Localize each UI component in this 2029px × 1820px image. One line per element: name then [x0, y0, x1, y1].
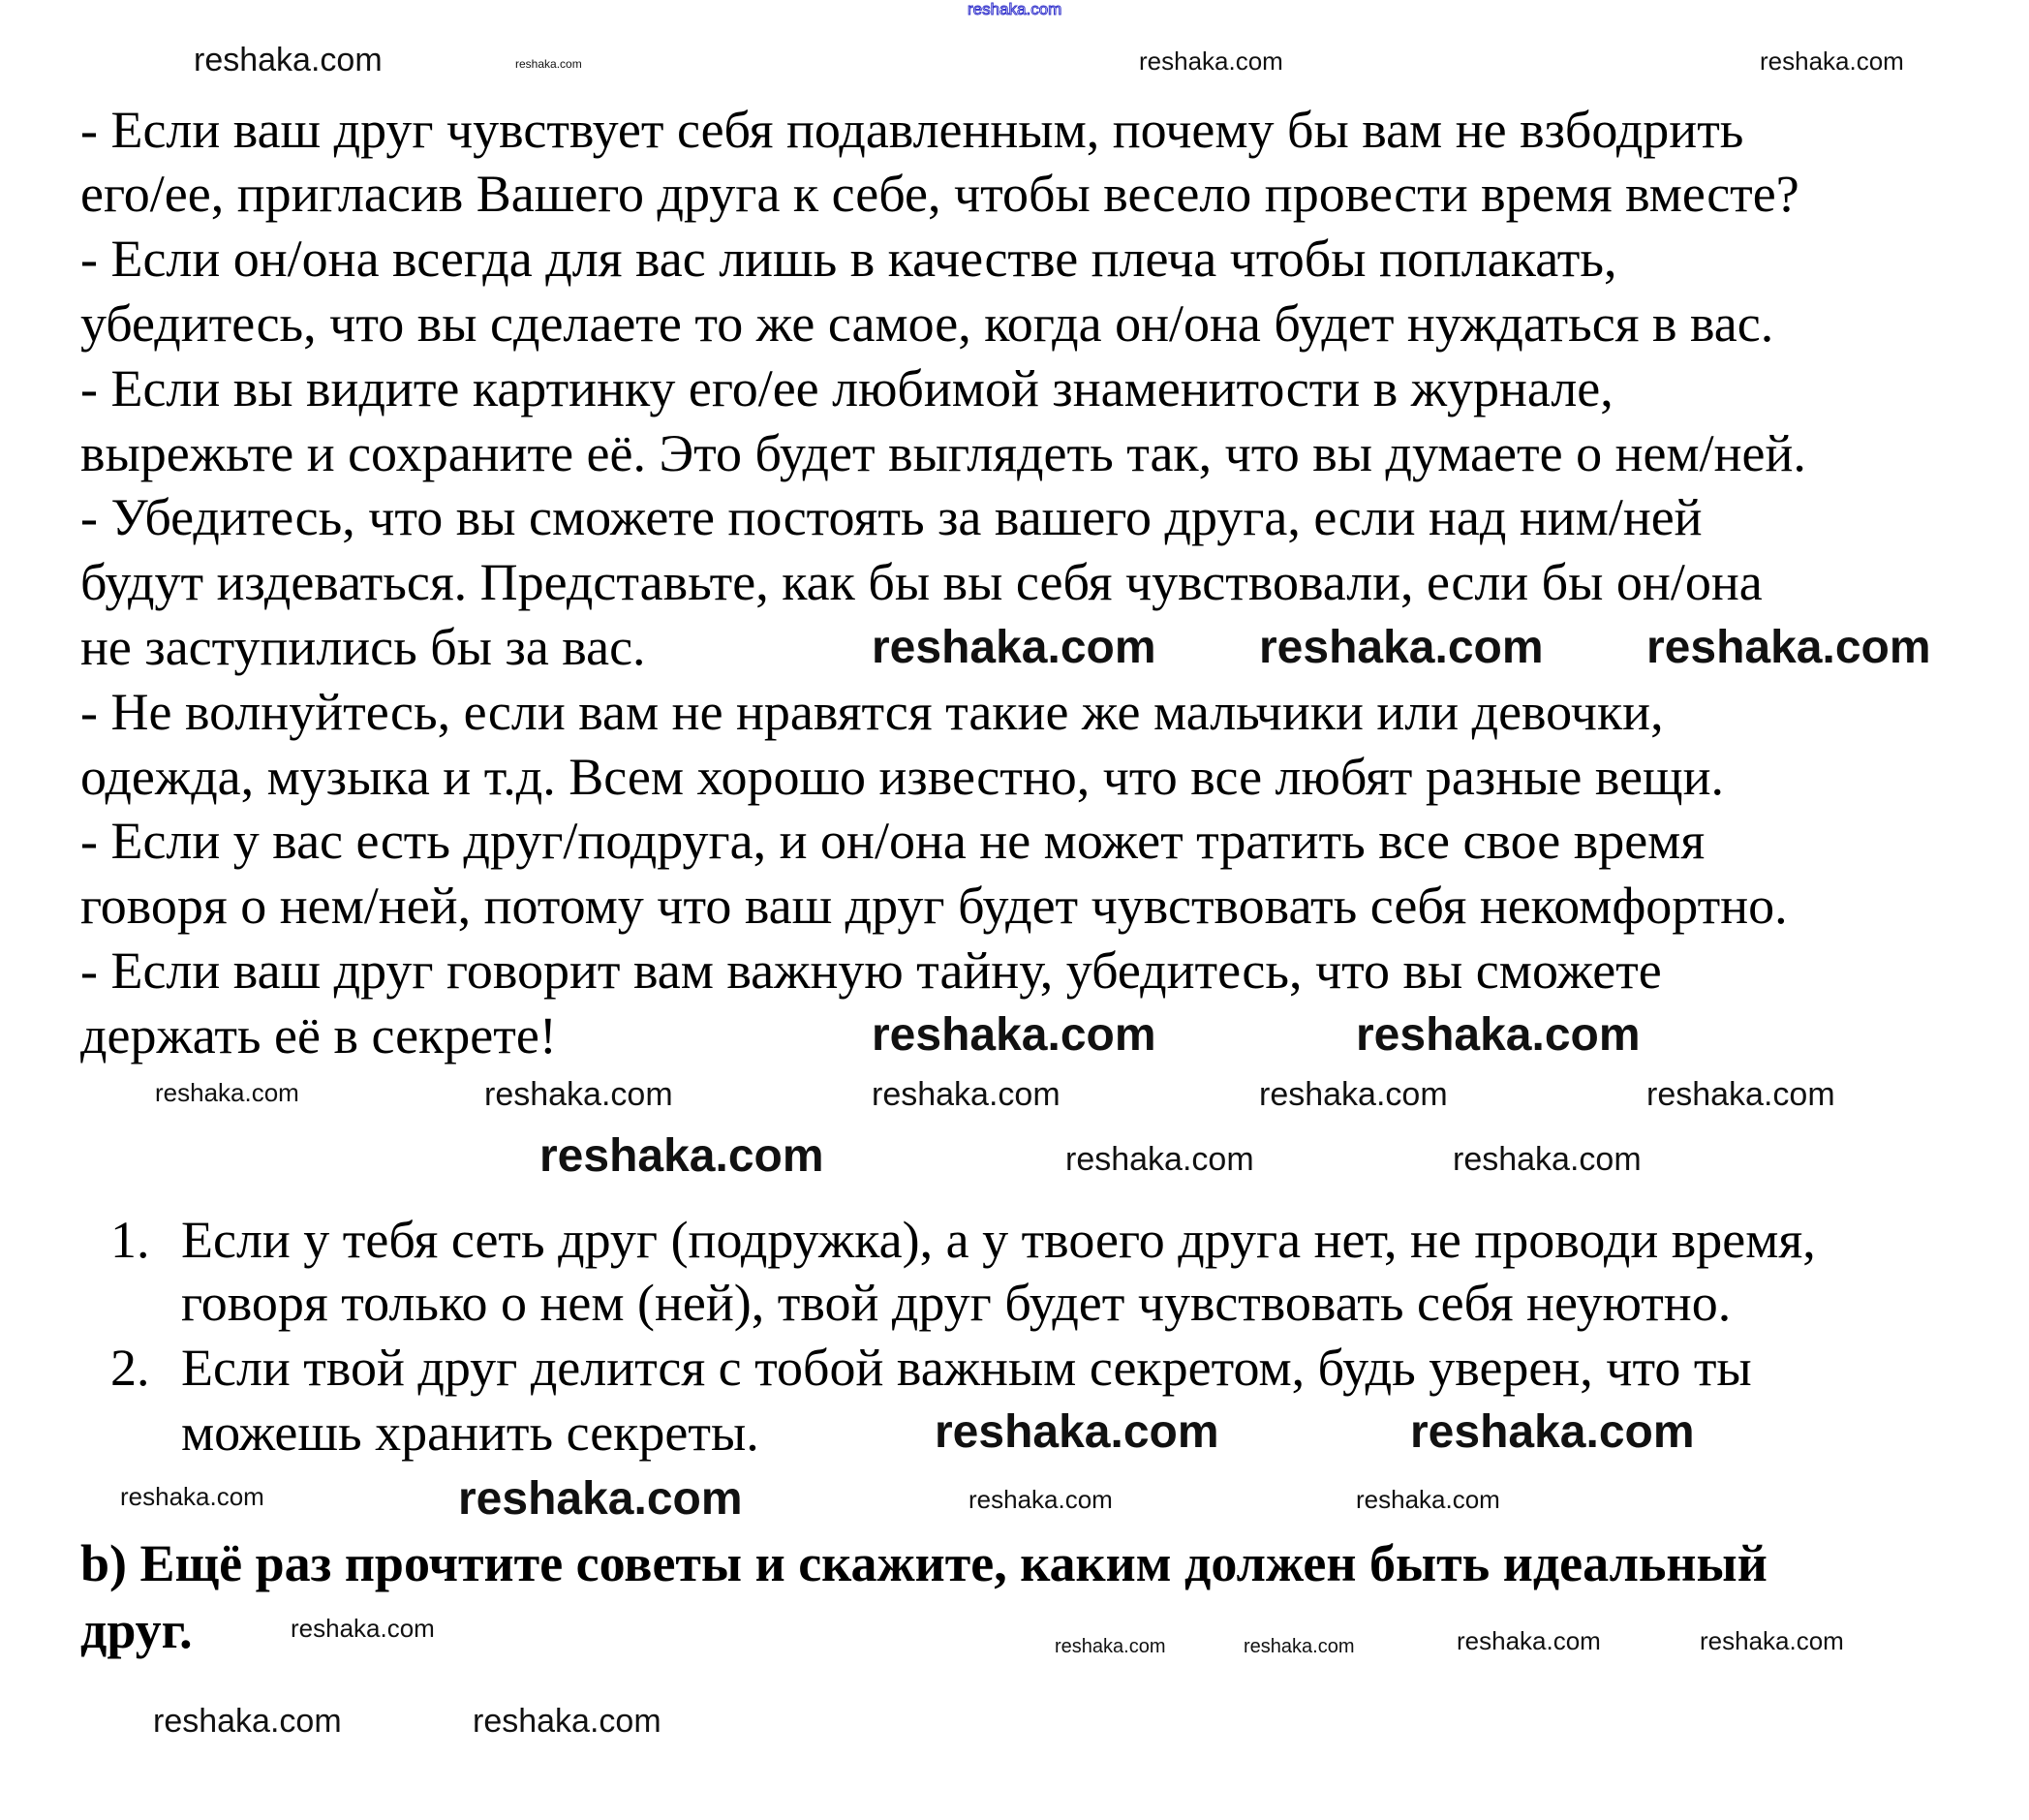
tip-line: - Если ваш друг чувствует себя подавленным, почему бы вам не взбодрить — [80, 101, 1744, 159]
tip-line: говоря о нем/ней, потому что ваш друг будет чувствовать себя некомфортно. — [80, 877, 1788, 935]
tip-line: не заступились бы за вас. — [80, 618, 646, 676]
watermark: reshaka.com — [539, 1130, 824, 1182]
watermark: reshaka.com — [1065, 1141, 1254, 1178]
tip-line: вырежьте и сохраните её. Это будет выглядеть так, что вы думаете о нем/ней. — [80, 424, 1806, 482]
tip-line: - Если вы видите картинку его/ее любимой знаменитости в журнале, — [80, 359, 1614, 417]
watermark: reshaka.com — [1457, 1626, 1601, 1655]
watermark: reshaka.com — [872, 1009, 1156, 1061]
watermark: reshaka.com — [1760, 46, 1904, 76]
watermark: reshaka.com — [1646, 622, 1931, 673]
tip-line: - Если ваш друг говорит вам важную тайну, убедитесь, что вы сможете — [80, 941, 1662, 1000]
watermark: reshaka.com — [1410, 1406, 1695, 1458]
watermark: reshaka.com — [935, 1406, 1219, 1458]
tip-line: убедитесь, что вы сделаете то же самое, когда он/она будет нуждаться в вас. — [80, 294, 1774, 353]
watermark: reshaka.com — [968, 0, 1062, 18]
tip-line: - Если он/она всегда для вас лишь в качестве плеча чтобы поплакать, — [80, 230, 1617, 288]
tip-line: его/ее, пригласив Вашего друга к себе, чтобы весело провести время вместе? — [80, 165, 1799, 223]
watermark: reshaka.com — [1356, 1009, 1641, 1061]
list-number: 1. — [110, 1211, 150, 1269]
watermark: reshaka.com — [872, 1076, 1061, 1113]
watermark: reshaka.com — [1259, 622, 1544, 673]
watermark: reshaka.com — [968, 1485, 1113, 1514]
watermark: reshaka.com — [515, 57, 582, 71]
tip-line: будут издеваться. Представьте, как бы вы себя чувствовали, если бы он/она — [80, 553, 1763, 611]
task-b-heading: друг. — [80, 1601, 193, 1659]
tip-line: - Если у вас есть друг/подруга, и он/она не может тратить все свое время — [80, 812, 1706, 870]
watermark: reshaka.com — [1259, 1076, 1448, 1113]
list-item-line: Если у тебя сеть друг (подружка), а у твоего друга нет, не проводи время, — [181, 1211, 1816, 1269]
tip-line: - Не волнуйтесь, если вам не нравятся такие же мальчики или девочки, — [80, 683, 1664, 741]
watermark: reshaka.com — [458, 1473, 743, 1525]
watermark: reshaka.com — [872, 622, 1156, 673]
watermark: reshaka.com — [1700, 1626, 1844, 1655]
list-item-line: Если твой друг делится с тобой важным секретом, будь уверен, что ты — [181, 1339, 1752, 1397]
watermark: reshaka.com — [194, 42, 383, 78]
tip-line: - Убедитесь, что вы сможете постоять за вашего друга, если над ним/ней — [80, 488, 1703, 546]
task-b-heading: b) Ещё раз прочтите советы и скажите, каким должен быть идеальный — [80, 1534, 1768, 1592]
tip-line: держать её в секрете! — [80, 1006, 557, 1064]
watermark: reshaka.com — [153, 1703, 342, 1740]
watermark: reshaka.com — [1139, 46, 1283, 76]
watermark: reshaka.com — [1646, 1076, 1835, 1113]
watermark: reshaka.com — [1453, 1141, 1642, 1178]
watermark: reshaka.com — [1356, 1485, 1500, 1514]
watermark: reshaka.com — [1244, 1636, 1355, 1657]
watermark: reshaka.com — [1055, 1636, 1166, 1657]
list-item-line: можешь хранить секреты. — [181, 1404, 759, 1462]
watermark: reshaka.com — [120, 1482, 264, 1511]
list-item-line: говоря только о нем (ней), твой друг будет чувствовать себя неуютно. — [181, 1274, 1732, 1332]
watermark: reshaka.com — [291, 1614, 435, 1643]
list-number: 2. — [110, 1339, 150, 1397]
watermark: reshaka.com — [155, 1078, 299, 1107]
tip-line: одежда, музыка и т.д. Всем хорошо известно, что все любят разные вещи. — [80, 748, 1724, 806]
watermark: reshaka.com — [473, 1703, 661, 1740]
watermark: reshaka.com — [484, 1076, 673, 1113]
